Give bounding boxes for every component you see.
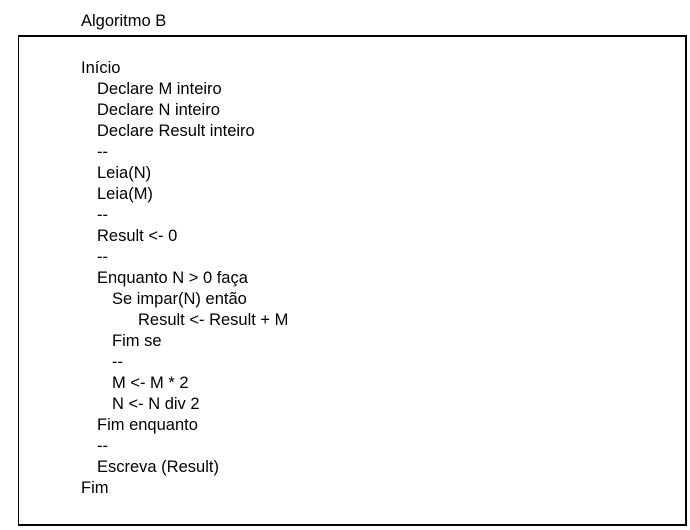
code-line-separator: -- xyxy=(97,437,108,455)
code-line-separator: -- xyxy=(97,206,108,224)
code-line-fim-se: Fim se xyxy=(112,332,162,350)
code-line-escreva: Escreva (Result) xyxy=(97,458,219,476)
code-line-separator: -- xyxy=(97,248,108,266)
code-line-separator: -- xyxy=(97,143,108,161)
algorithm-title: Algoritmo B xyxy=(81,12,167,30)
code-line-separator: -- xyxy=(112,353,123,371)
code-line-se-impar: Se impar(N) então xyxy=(112,290,247,308)
code-line-declare-m: Declare M inteiro xyxy=(97,80,222,98)
code-line-result-accumulate: Result <- Result + M xyxy=(138,311,289,329)
code-line-n-halve: N <- N div 2 xyxy=(112,395,200,413)
code-line-leia-m: Leia(M) xyxy=(97,185,153,203)
code-line-m-double: M <- M * 2 xyxy=(112,374,189,392)
code-line-inicio: Início xyxy=(81,59,121,77)
code-line-declare-n: Declare N inteiro xyxy=(97,101,220,119)
code-line-fim: Fim xyxy=(81,479,109,497)
code-line-fim-enquanto: Fim enquanto xyxy=(97,416,198,434)
code-line-enquanto: Enquanto N > 0 faça xyxy=(97,269,248,287)
code-line-leia-n: Leia(N) xyxy=(97,164,152,182)
code-line-result-init: Result <- 0 xyxy=(97,227,178,245)
code-line-declare-result: Declare Result inteiro xyxy=(97,122,255,140)
